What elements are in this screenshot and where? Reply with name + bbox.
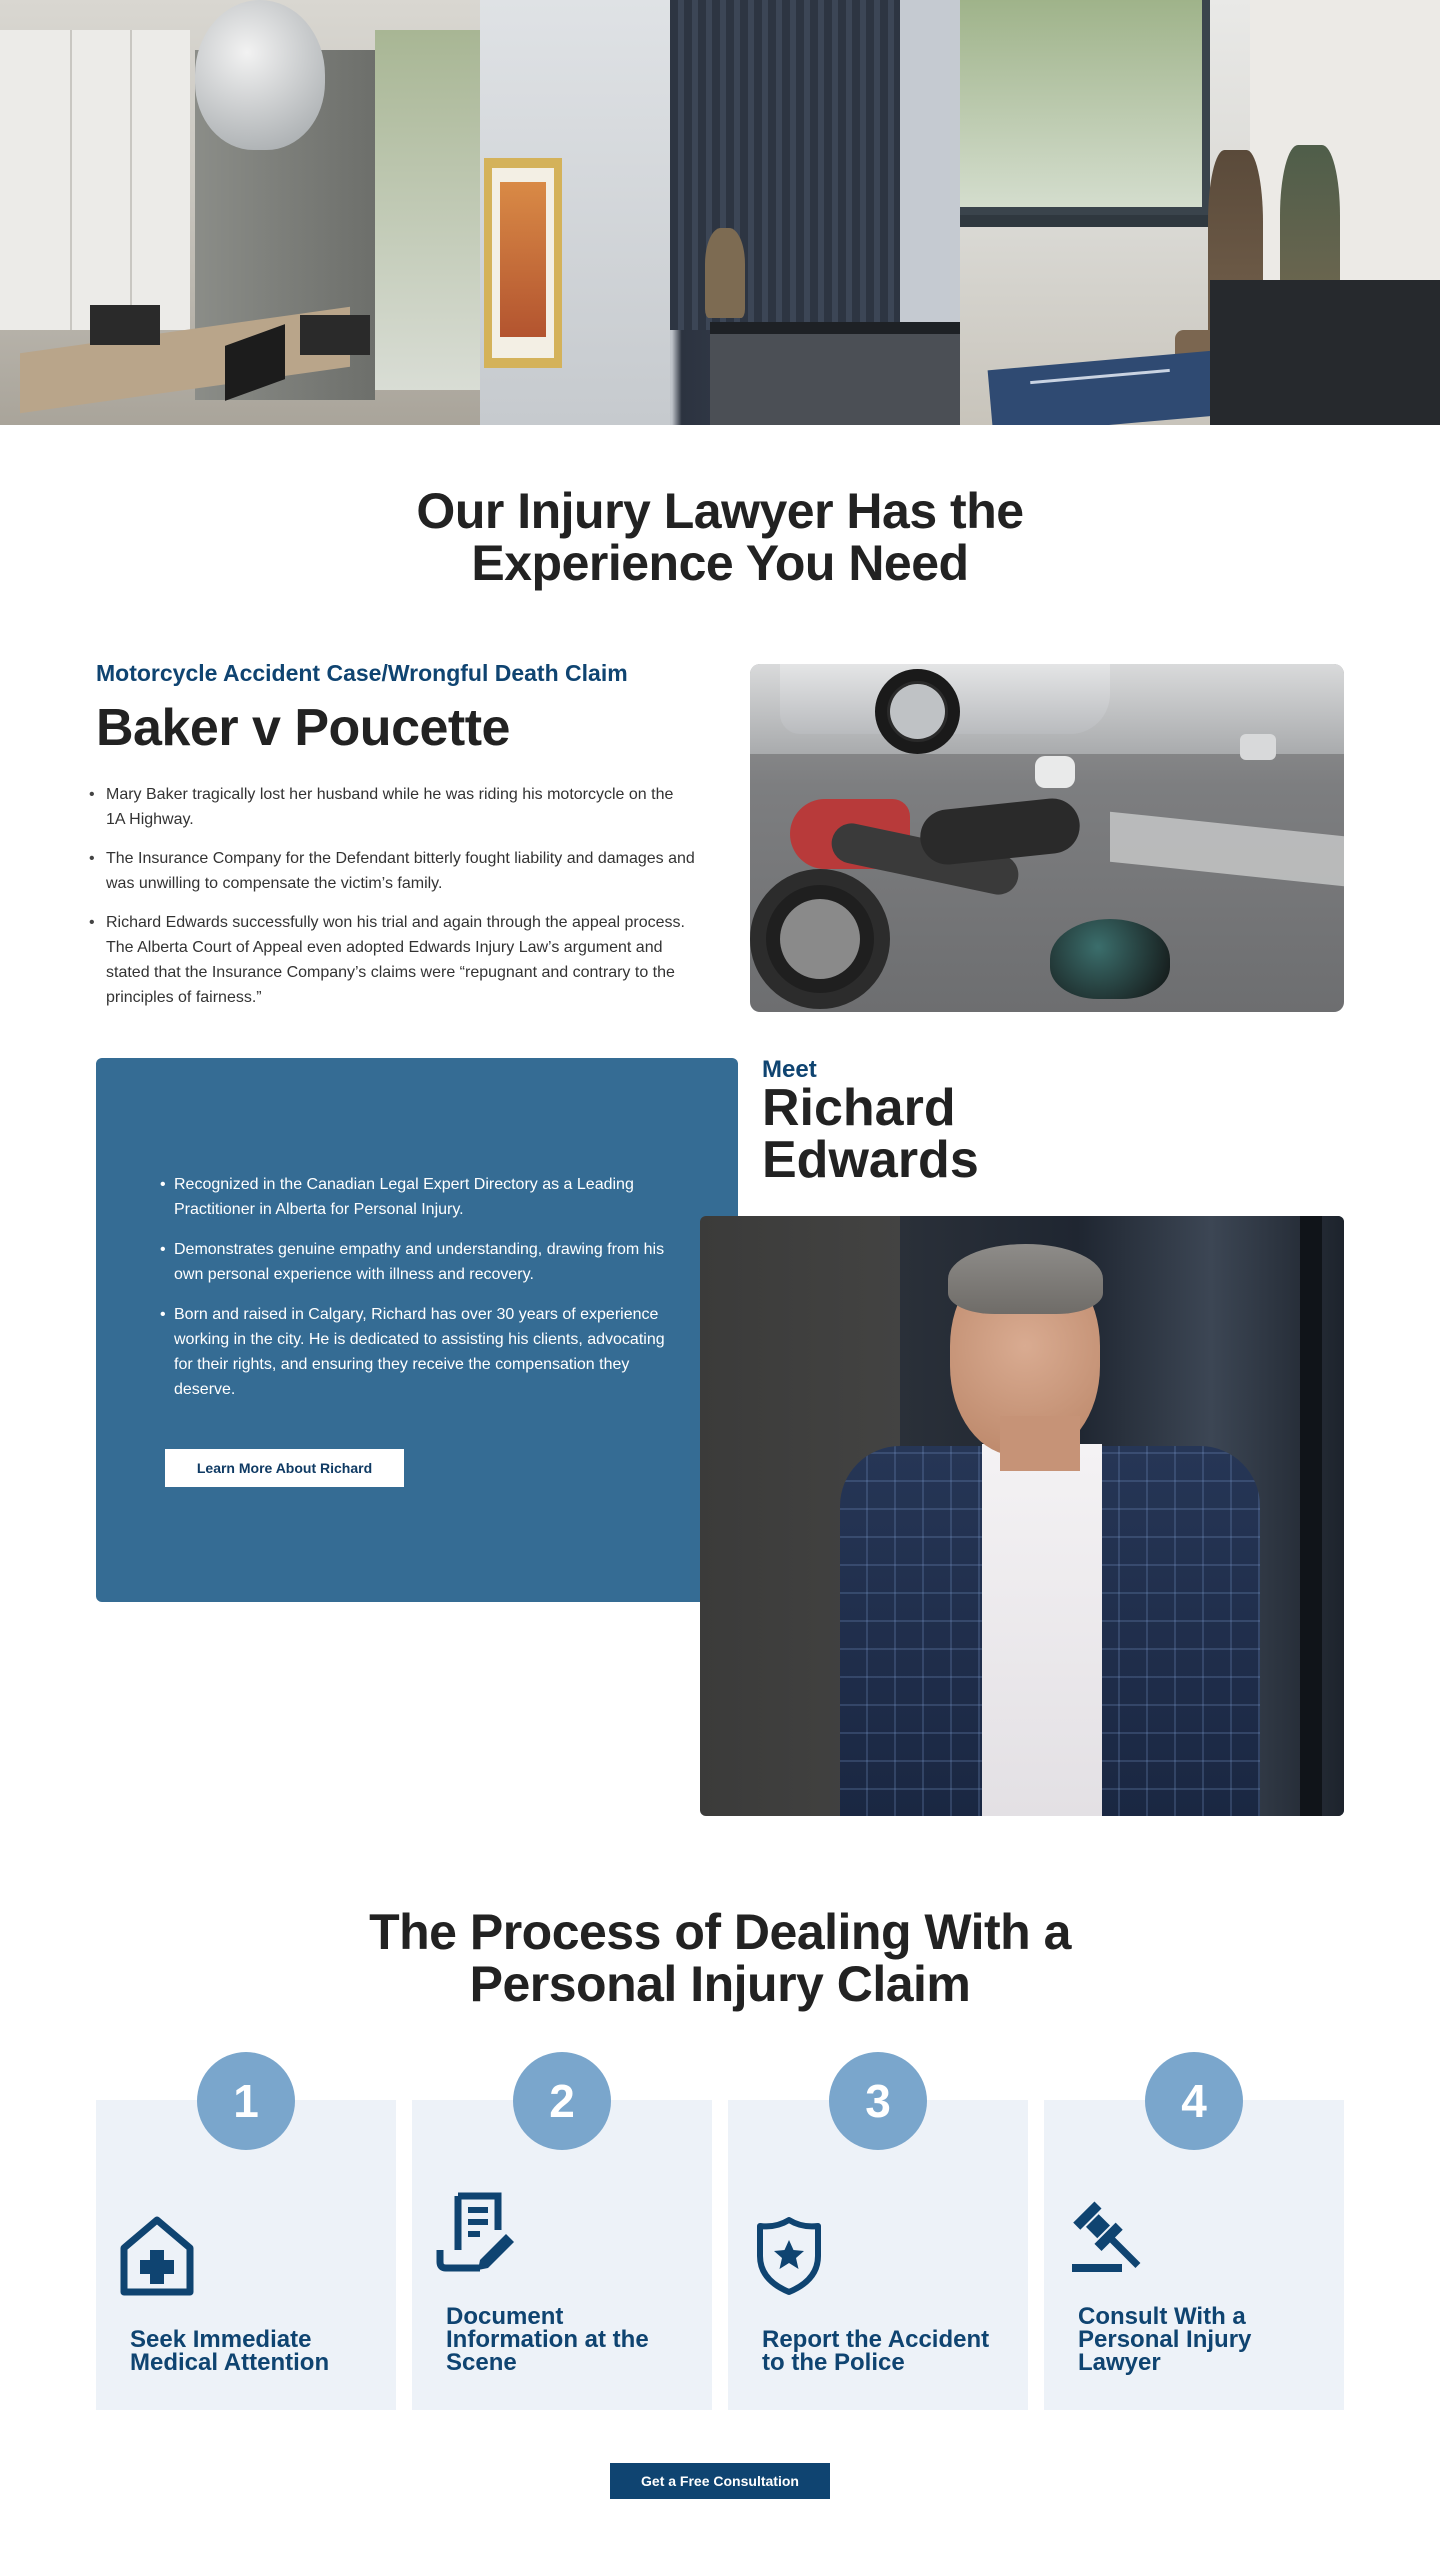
- case-eyebrow: Motorcycle Accident Case/Wrongful Death Claim: [96, 660, 628, 686]
- richard-bullet: • Recognized in the Canadian Legal Expert Directory as a Leading Practitioner in Alberta for Personal Injury.: [160, 1172, 680, 1222]
- step-label: Consult With a Personal Injury Lawyer: [1078, 2303, 1252, 2376]
- learn-more-about-richard-button[interactable]: Learn More About Richard: [165, 1449, 404, 1487]
- gavel-icon: [1070, 2194, 1150, 2279]
- document-pen-icon: [436, 2190, 518, 2279]
- hero-photo-office-meeting-room: [0, 0, 480, 425]
- case-bullet-list: [96, 782, 696, 1024]
- richard-bullet: • Born and raised in Calgary, Richard has over 30 years of experience working in the city. He is dedicated to assisting his clients, advocating for their rights, and ensuring they receive the compensation they deserve.: [160, 1302, 680, 1402]
- motorcycle-accident-photo: [750, 664, 1344, 1012]
- hero-photo-window-cowboy-boots: [960, 0, 1440, 425]
- step-number-badge: 2: [513, 2052, 611, 2150]
- experience-heading: [0, 485, 1440, 589]
- hero-photo-office-art-wall: [480, 0, 960, 425]
- free-consultation-button[interactable]: Get a Free Consultation: [610, 2463, 830, 2499]
- step-label: Document Information at the Scene: [446, 2303, 649, 2376]
- step-label: Report the Accident to the Police: [762, 2326, 990, 2376]
- richard-name-line1: Richard: [762, 1079, 956, 1137]
- step-label: Seek Immediate Medical Attention: [130, 2326, 330, 2376]
- process-heading-line1: The Process of Dealing With a: [369, 1904, 1071, 1960]
- richard-name-line2: Edwards: [762, 1131, 979, 1189]
- hero-photo-strip: [0, 0, 1440, 425]
- richard-edwards-portrait: [700, 1216, 1344, 1816]
- case-bullet: • Richard Edwards successfully won his trial and again through the appeal process. The Alberta Court of Appeal even adopted Edwards Injury Law’s argument and stated that the Insurance Company’s claims were “repugnant and contrary to the principles of fairness.”: [96, 910, 696, 1010]
- step-number-badge: 1: [197, 2052, 295, 2150]
- process-heading: [0, 1906, 1440, 2010]
- step-number-badge: 4: [1145, 2052, 1243, 2150]
- medical-cross-icon: [120, 2216, 194, 2301]
- richard-bullet-list: [160, 1172, 680, 1417]
- case-bullet: • Mary Baker tragically lost her husband while he was riding his motorcycle on the 1A Highway.: [96, 782, 696, 832]
- step-number-badge: 3: [829, 2052, 927, 2150]
- case-title: Baker v Poucette: [96, 699, 510, 757]
- experience-heading-line1: Our Injury Lawyer Has the: [416, 483, 1024, 539]
- richard-name-heading: [762, 1079, 1062, 1189]
- richard-bullet: • Demonstrates genuine empathy and understanding, drawing from his own personal experience with illness and recovery.: [160, 1237, 680, 1287]
- process-heading-line2: Personal Injury Claim: [469, 1956, 971, 2012]
- police-badge-icon: [756, 2216, 822, 2301]
- experience-heading-line2: Experience You Need: [471, 535, 969, 591]
- case-bullet: • The Insurance Company for the Defendant bitterly fought liability and damages and was unwilling to compensate the victim’s family.: [96, 846, 696, 896]
- meet-label: Meet: [762, 1056, 817, 1083]
